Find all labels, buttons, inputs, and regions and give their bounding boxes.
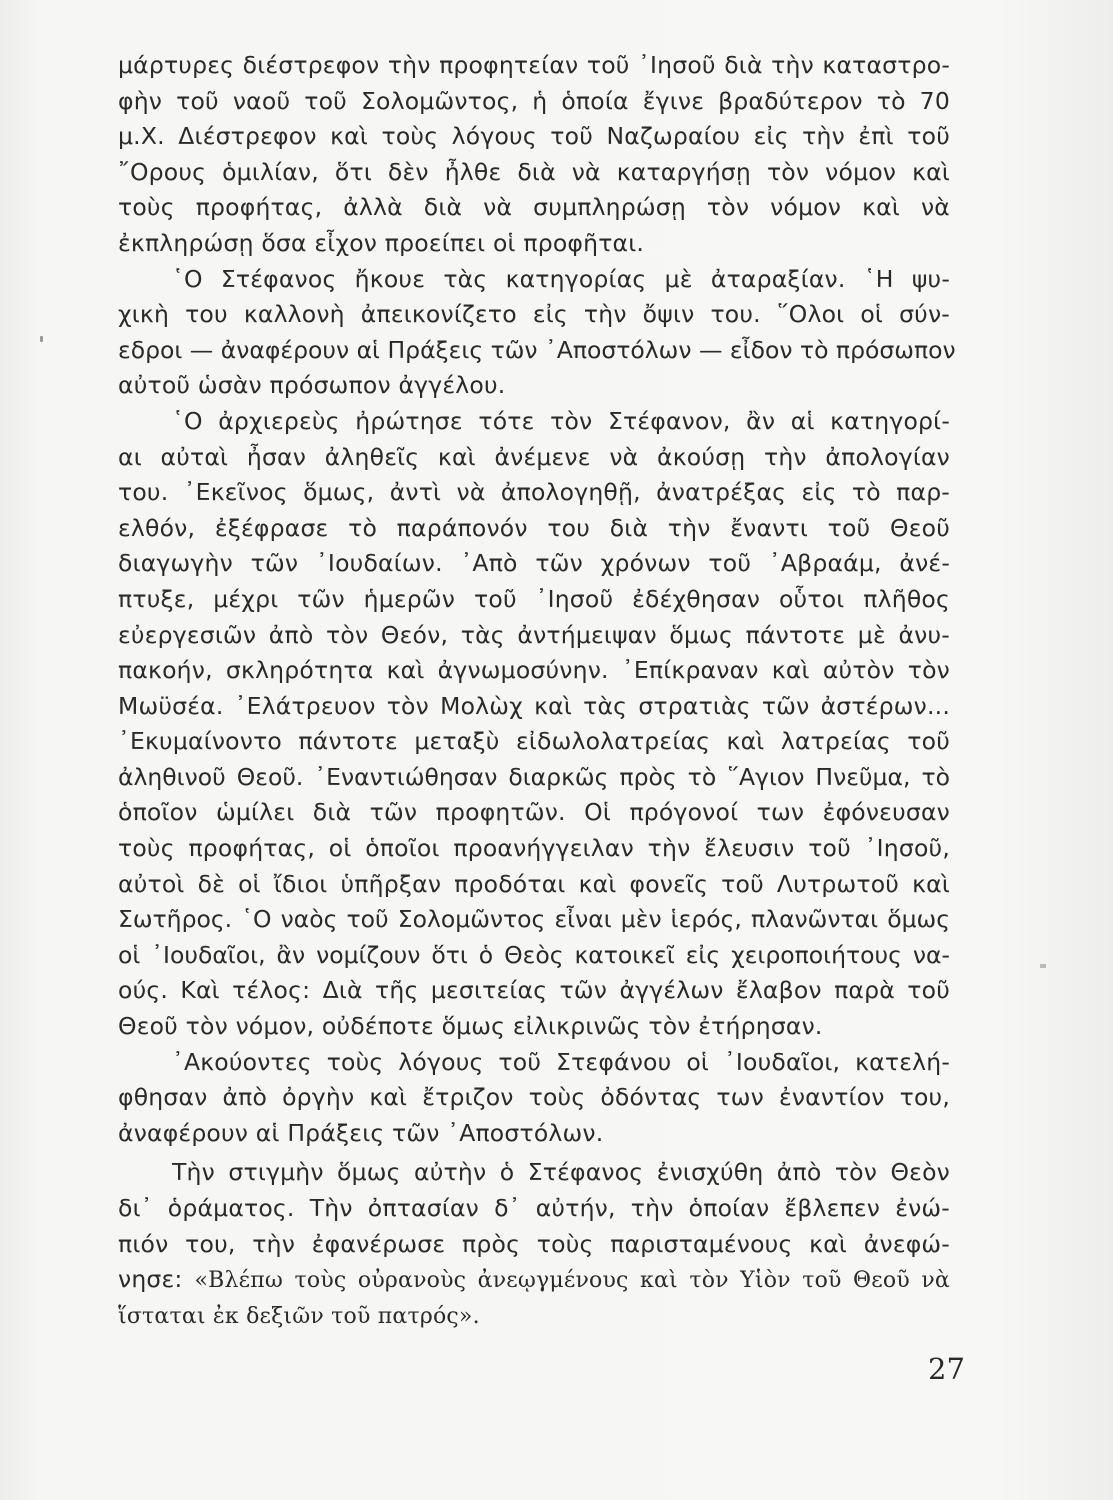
body-text xyxy=(118,48,956,1333)
text-line: πακοήν, σκληρότητα καὶ ἀγνωμοσύνην. ᾿Επίκραναν καὶ αὐτὸν τὸν xyxy=(118,656,950,685)
quote-line xyxy=(118,1262,950,1298)
text-line: του. ᾿Εκεῖνος ὅμως, ἀντὶ νὰ ἀπολογηθῇ, ἀνατρέξας εἰς τὸ παρ- xyxy=(118,478,950,507)
text-line: φθησαν ἀπὸ ὀργὴν καὶ ἔτριζον τοὺς ὀδόντας των ἐναντίον του, xyxy=(118,1083,950,1112)
quotation: ἵσταται ἐκ δεξιῶν τοῦ πατρός». xyxy=(118,1303,480,1329)
text-line: Σωτῆρος. ῾Ο ναὸς τοῦ Σολομῶντος εἶναι μὲν ἱερός, πλανῶνται ὅμως xyxy=(118,905,950,934)
margin-mark xyxy=(40,336,43,342)
text-line: τοὺς προφήτας, οἱ ὁποῖοι προανήγγειλαν τὴν ἔλευσιν τοῦ ᾿Ιησοῦ, xyxy=(118,834,950,863)
quotation: «Βλέπω τοὺς οὐρανοὺς ἀνεῳγμένους καὶ τὸν Υἱὸν τοῦ Θεοῦ νὰ xyxy=(194,1268,950,1294)
text-line: μάρτυρες διέστρεφον τὴν προφητείαν τοῦ ᾿Ιησοῦ διὰ τὴν καταστρο- xyxy=(118,51,950,79)
paragraph-start: Τὴν στιγμὴν ὅμως αὐτὴν ὁ Στέφανος ἐνισχύθη ἀπὸ τὸν Θεὸν xyxy=(172,1158,950,1187)
quote-line xyxy=(118,1298,950,1334)
text-line: Μωϋσέα. ᾿Ελάτρευον τὸν Μολὼχ καὶ τὰς στρατιὰς τῶν ἀστέρων... xyxy=(118,691,950,720)
text-line: τοὺς προφήτας, ἀλλὰ διὰ νὰ συμπληρώσῃ τὸν νόμον καὶ νὰ xyxy=(118,193,950,222)
text-line: ἀναφέρουν αἱ Πράξεις τῶν ᾿Αποστόλων. xyxy=(118,1118,604,1147)
text-line: οἱ ᾿Ιουδαῖοι, ἂν νομίζουν ὅτι ὁ Θεὸς κατοικεῖ εἰς χειροποιήτους να- xyxy=(118,940,950,969)
quote-intro: νησε: xyxy=(118,1265,195,1294)
text-line: ελθόν, ἐξέφρασε τὸ παράπονόν του διὰ τὴν ἔναντι τοῦ Θεοῦ xyxy=(118,513,950,542)
text-line: πιόν του, τὴν ἐφανέρωσε πρὸς τοὺς παρισταμένους καὶ ἀνεφώ- xyxy=(118,1229,950,1258)
text-line: φὴν τοῦ ναοῦ τοῦ Σολομῶντος, ἡ ὁποία ἔγινε βραδύτερον τὸ 70 xyxy=(118,86,950,115)
text-line: ᾿Εκυμαίνοντο πάντοτε μεταξὺ εἰδωλολατρείας καὶ λατρείας τοῦ xyxy=(118,727,950,756)
edge-mark xyxy=(1040,964,1046,968)
text-line: διαγωγὴν τῶν ᾿Ιουδαίων. ᾿Απὸ τῶν χρόνων τοῦ ᾿Αβραάμ, ἀνέ- xyxy=(118,549,950,578)
paragraph-start: ᾿Ακούοντες τοὺς λόγους τοῦ Στεφάνου οἱ ᾿Ιουδαῖοι, κατελή- xyxy=(172,1047,950,1076)
paragraph-start: ῾Ο ἀρχιερεὺς ἠρώτησε τότε τὸν Στέφανον, ἂν αἱ κατηγορί- xyxy=(172,406,950,435)
page-number: 27 xyxy=(928,1352,965,1386)
paragraph-start: ῾Ο Στέφανος ἤκουε τὰς κατηγορίας μὲ ἀταραξίαν. ῾Η ψυ- xyxy=(172,264,950,293)
text-line: Θεοῦ τὸν νόμον, οὐδέποτε ὅμως εἰλικρινῶς τὸν ἐτήρησαν. xyxy=(118,1012,823,1041)
text-line: εδροι — ἀναφέρουν αἱ Πράξεις τῶν ᾿Αποστόλων — εἶδον τὸ πρόσωπον xyxy=(118,335,956,364)
text-line: μ.Χ. Διέστρεφον καὶ τοὺς λόγους τοῦ Ναζωραίου εἰς τὴν ἐπὶ τοῦ xyxy=(118,122,950,151)
text-line: αι αὐταὶ ἦσαν ἀληθεῖς καὶ ἀνέμενε νὰ ἀκούσῃ τὴν ἀπολογίαν xyxy=(118,442,950,471)
text-line: αὐτοὶ δὲ οἱ ἴδιοι ὑπῆρξαν προδόται καὶ φονεῖς τοῦ Λυτρωτοῦ καὶ xyxy=(118,869,950,898)
text-line: ἀληθινοῦ Θεοῦ. ᾿Εναντιώθησαν διαρκῶς πρὸς τὸ ῞Αγιον Πνεῦμα, τὸ xyxy=(118,762,950,791)
text-line: ούς. Καὶ τέλος: Διὰ τῆς μεσιτείας τῶν ἀγγέλων ἔλαβον παρὰ τοῦ xyxy=(118,976,950,1005)
text-line: πτυξε, μέχρι τῶν ἡμερῶν τοῦ ᾿Ιησοῦ ἐδέχθησαν οὗτοι πλῆθος xyxy=(118,584,950,613)
text-line: ῎Ορους ὁμιλίαν, ὅτι δὲν ἦλθε διὰ νὰ καταργήσῃ τὸν νόμον καὶ xyxy=(118,157,950,186)
text-line: ὁποῖον ὡμίλει διὰ τῶν προφητῶν. Οἱ πρόγονοί των ἐφόνευσαν xyxy=(118,798,950,827)
text-line: ἐκπληρώσῃ ὅσα εἶχον προείπει οἱ προφῆται. xyxy=(118,228,645,257)
text-line: αὐτοῦ ὡσὰν πρόσωπον ἀγγέλου. xyxy=(118,371,506,400)
text-line: δι᾿ ὁράματος. Τὴν ὀπτασίαν δ᾿ αὐτήν, τὴν ὁποίαν ἔβλεπεν ἐνώ- xyxy=(118,1194,950,1222)
text-line: εὐεργεσιῶν ἀπὸ τὸν Θεόν, τὰς ἀντήμειψαν ὅμως πάντοτε μὲ ἀνυ- xyxy=(118,620,950,649)
text-line: χικὴ του καλλονὴ ἀπεικονίζετο εἰς τὴν ὄψιν του. ῞Ολοι οἱ σύν- xyxy=(118,300,950,329)
